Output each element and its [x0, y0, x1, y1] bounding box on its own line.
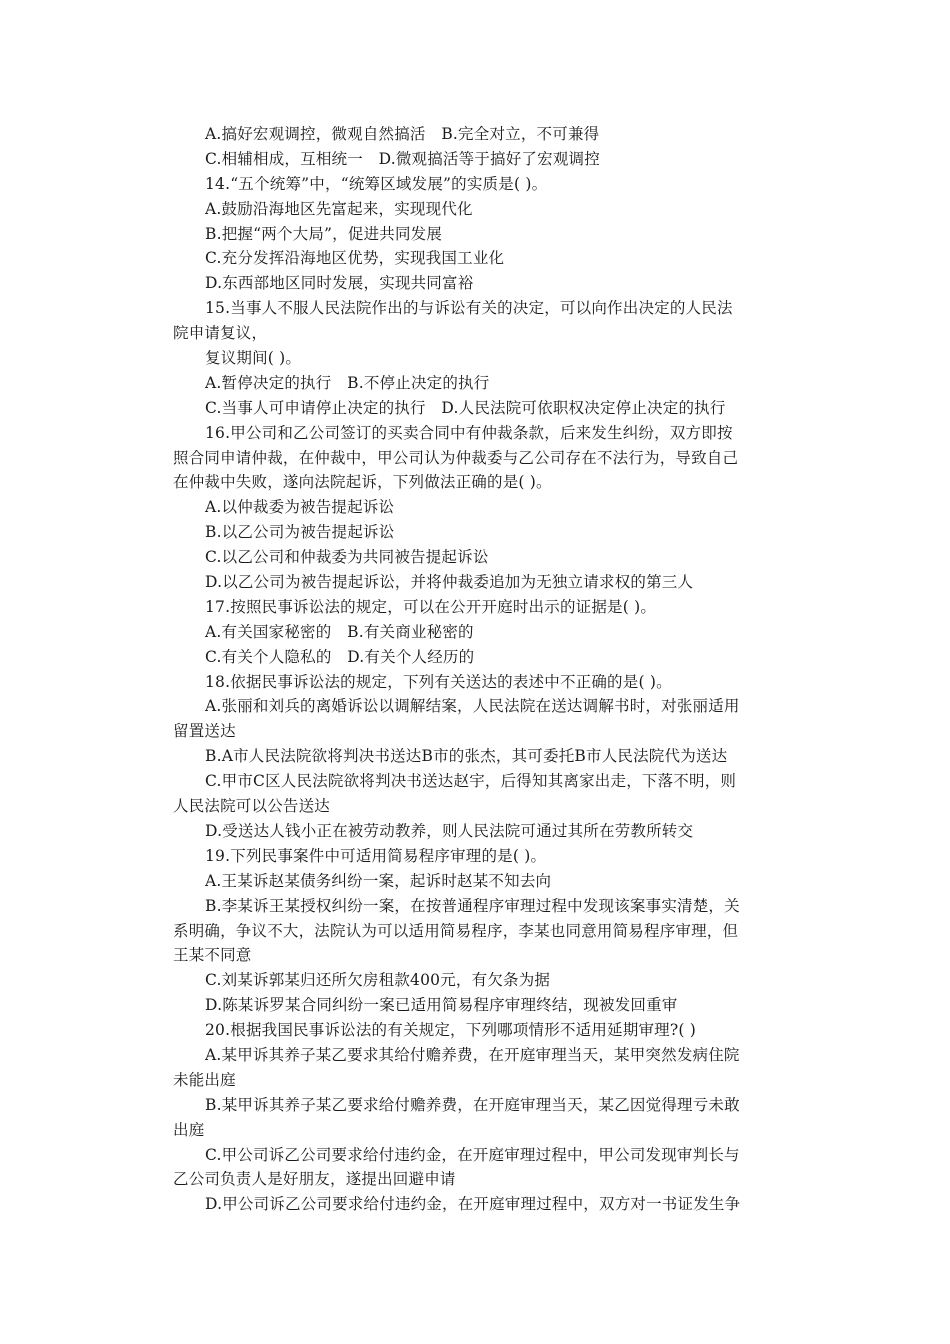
text-line: 14.“五个统筹”中，“统筹区域发展”的实质是( )。: [205, 174, 548, 193]
text-line: D.甲公司诉乙公司要求给付违约金，在开庭审理过程中，双方对一书证发生争: [205, 1195, 741, 1214]
text-line: C.甲市C区人民法院欲将判决书送达赵宇，后得知其离家出走，下落不明，则: [205, 772, 737, 791]
text-line: 留置送达: [173, 722, 236, 741]
text-line: 人民法院可以公告送达: [173, 797, 331, 816]
text-line: D.以乙公司为被告提起诉讼，并将仲裁委追加为无独立请求权的第三人: [205, 573, 694, 592]
text-line: C.刘某诉郭某归还所欠房租款400元，有欠条为据: [205, 971, 551, 990]
text-line: 未能出庭: [173, 1070, 236, 1089]
text-line: D.陈某诉罗某合同纠纷一案已适用简易程序审理终结，现被发回重审: [205, 996, 678, 1015]
text-line: C.相辅相成，互相统一 D.微观搞活等于搞好了宏观调控: [205, 149, 600, 168]
text-line: 王某不同意: [173, 946, 252, 965]
text-line: B.把握“两个大局”，促进共同发展: [205, 224, 443, 243]
document-body: [173, 122, 781, 1217]
text-line: D.受送达人钱小正在被劳动教养，则人民法院可通过其所在劳教所转交: [205, 821, 694, 840]
text-line: C.有关个人隐私的 D.有关个人经历的: [205, 647, 475, 666]
text-line: A.搞好宏观调控，微观自然搞活 B.完全对立，不可兼得: [205, 125, 600, 143]
text-line: 18.依据民事诉讼法的规定，下列有关送达的表述中不正确的是( )。: [205, 672, 672, 691]
text-line: 乙公司负责人是好朋友，遂提出回避申请: [173, 1170, 456, 1189]
text-line: 在仲裁中失败，遂向法院起诉，下列做法正确的是( )。: [173, 473, 552, 492]
text-line: A.王某诉赵某债务纠纷一案，起诉时赵某不知去向: [205, 871, 552, 890]
text-line: A.某甲诉其养子某乙要求其给付赡养费，在开庭审理当天，某甲突然发病住院: [205, 1045, 740, 1064]
text-line: 院申请复议，: [173, 324, 268, 343]
text-line: C.甲公司诉乙公司要求给付违约金，在开庭审理过程中，甲公司发现审判长与: [205, 1145, 740, 1164]
text-line: A.暂停决定的执行 B.不停止决定的执行: [205, 373, 490, 392]
text-line: B.某甲诉其养子某乙要求给付赡养费，在开庭审理当天，某乙因觉得理亏未敢: [205, 1095, 740, 1114]
text-line: C.以乙公司和仲裁委为共同被告提起诉讼: [205, 548, 489, 567]
text-line: 16.甲公司和乙公司签订的买卖合同中有仲裁条款，后来发生纠纷，双方即按: [205, 423, 733, 442]
text-line: B.以乙公司为被告提起诉讼: [205, 523, 395, 542]
text-line: 复议期间( )。: [205, 349, 302, 368]
text-line: A.以仲裁委为被告提起诉讼: [205, 498, 395, 517]
text-line: 19.下列民事案件中可适用简易程序审理的是( )。: [205, 846, 547, 865]
text-line: A.有关国家秘密的 B.有关商业秘密的: [205, 622, 474, 641]
text-line: C.充分发挥沿海地区优势，实现我国工业化: [205, 249, 505, 268]
text-line: 出庭: [173, 1120, 205, 1139]
text-line: 15.当事人不服人民法院作出的与诉讼有关的决定，可以向作出决定的人民法: [205, 299, 733, 318]
text-line: 照合同申请仲裁，在仲裁中，甲公司认为仲裁委与乙公司存在不法行为，导致自己: [173, 448, 739, 467]
text-line: A.鼓励沿海地区先富起来，实现现代化: [205, 199, 473, 218]
text-line: B.A市人民法院欲将判决书送达B市的张杰，其可委托B市人民法院代为送达: [205, 747, 728, 766]
text-line: C.当事人可申请停止决定的执行 D.人民法院可依职权决定停止决定的执行: [205, 398, 726, 417]
text-line: A.张丽和刘兵的离婚诉讼以调解结案，人民法院在送达调解书时，对张丽适用: [205, 697, 740, 716]
text-line: 20.根据我国民事诉讼法的有关规定，下列哪项情形不适用延期审理?( ): [205, 1021, 696, 1040]
text-line: D.东西部地区同时发展，实现共同富裕: [205, 274, 474, 293]
text-line: B.李某诉王某授权纠纷一案，在按普通程序审理过程中发现该案事实清楚，关: [205, 896, 740, 915]
text-line: 系明确，争议不大，法院认为可以适用简易程序，李某也同意用简易程序审理，但: [173, 921, 739, 940]
text-line: 17.按照民事诉讼法的规定，可以在公开开庭时出示的证据是( )。: [205, 597, 657, 616]
